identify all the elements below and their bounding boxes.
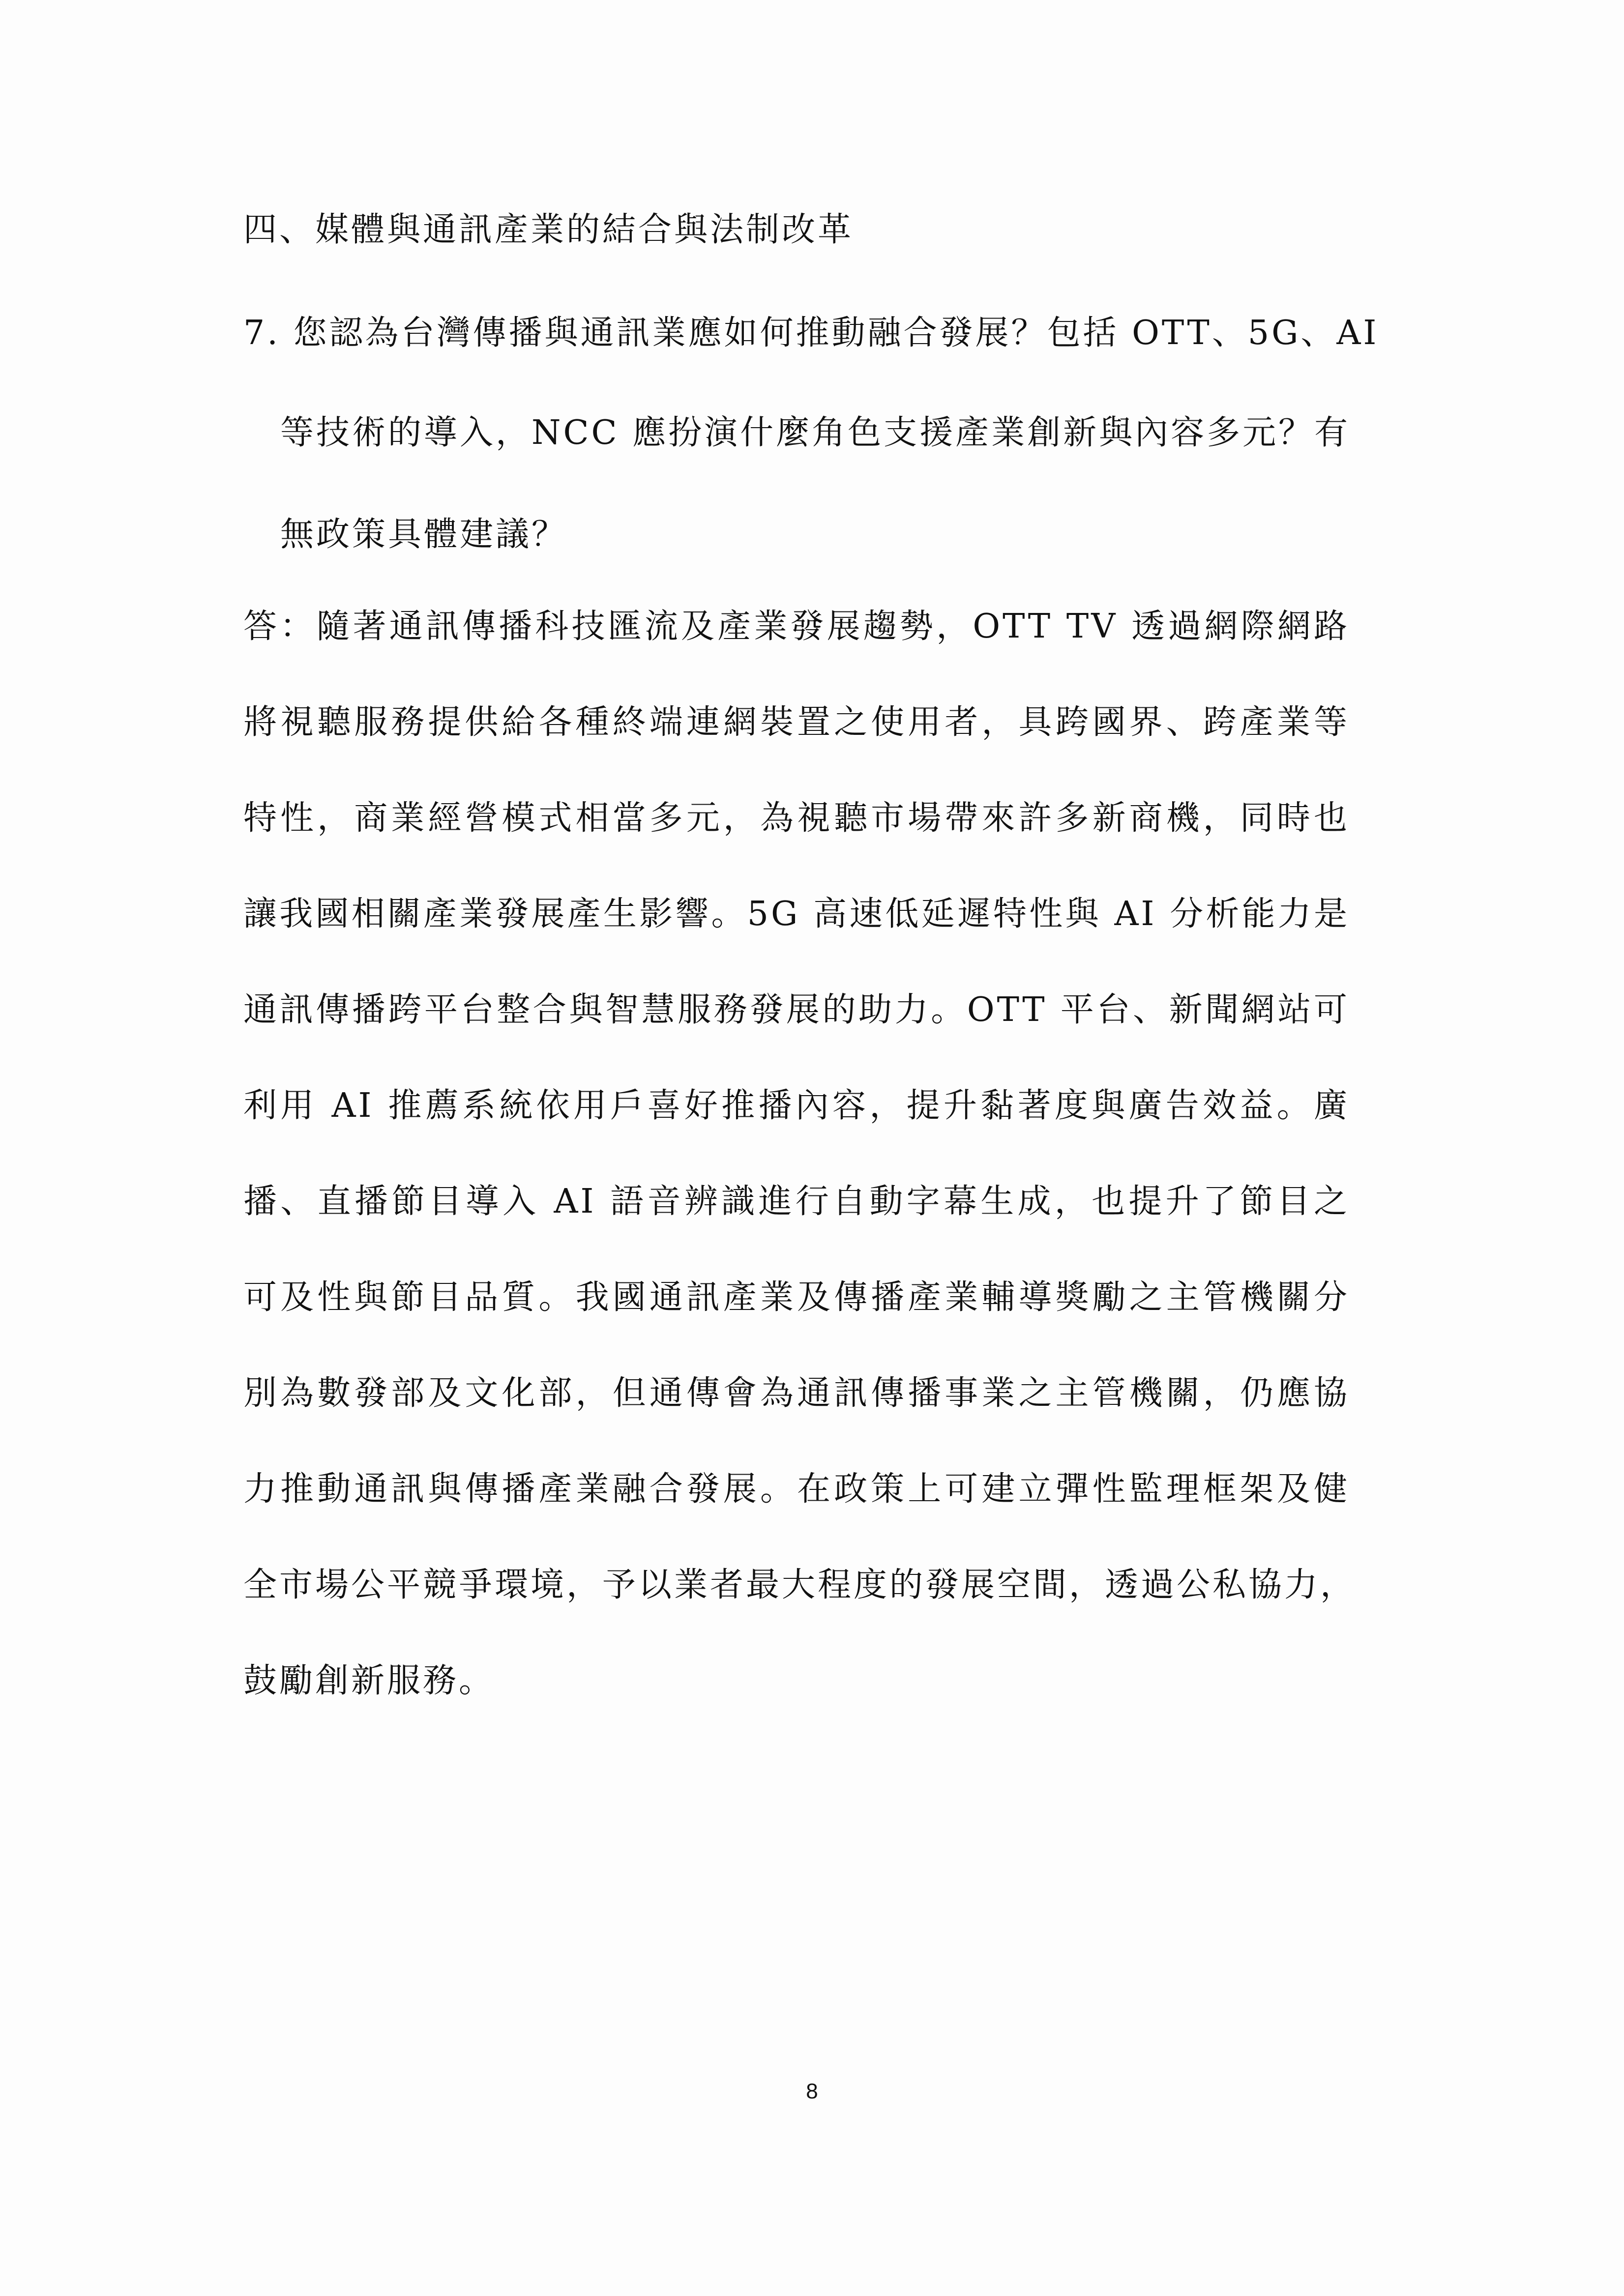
answer-line-2: 將視聽服務提供給各種終端連網裝置之使用者，具跨國界、跨產業等 [243, 703, 1350, 742]
page-number: 8 [806, 2079, 818, 2103]
answer-line-9: 別為數發部及文化部，但通傳會為通訊傳播事業之主管機關，仍應協 [243, 1374, 1350, 1413]
answer-line-6: 利用 AI 推薦系統依用戶喜好推播內容，提升黏著度與廣告效益。廣 [243, 1086, 1350, 1125]
answer-line-5: 通訊傳播跨平台整合與智慧服務發展的助力。OTT 平台、新聞網站可 [243, 990, 1350, 1029]
section-heading: 四、媒體與通訊產業的結合與法制改革 [243, 210, 854, 249]
answer-line-7: 播、直播節目導入 AI 語音辨識進行自動字幕生成，也提升了節目之 [243, 1182, 1350, 1221]
question-line-3: 無政策具體建議？ [280, 515, 568, 554]
answer-line-4: 讓我國相關產業發展產生影響。5G 高速低延遲特性與 AI 分析能力是 [243, 895, 1350, 933]
answer-line-3: 特性，商業經營模式相當多元，為視聽市場帶來許多新商機，同時也 [243, 799, 1350, 838]
answer-line-11: 全市場公平競爭環境，予以業者最大程度的發展空間，透過公私協力， [243, 1566, 1357, 1604]
question-line-2: 等技術的導入，NCC 應扮演什麼角色支援產業創新與內容多元？有 [280, 413, 1351, 452]
question-line-1: 7. 您認為台灣傳播與通訊業應如何推動融合發展？包括 OTT、5G、AI [243, 314, 1379, 352]
answer-line-10: 力推動通訊與傳播產業融合發展。在政策上可建立彈性監理框架及健 [243, 1470, 1350, 1509]
answer-line-1: 答：隨著通訊傳播科技匯流及產業發展趨勢，OTT TV 透過網際網路 [243, 607, 1350, 646]
answer-line-12: 鼓勵創新服務。 [243, 1661, 495, 1700]
answer-line-8: 可及性與節目品質。我國通訊產業及傳播產業輔導獎勵之主管機關分 [243, 1278, 1350, 1317]
